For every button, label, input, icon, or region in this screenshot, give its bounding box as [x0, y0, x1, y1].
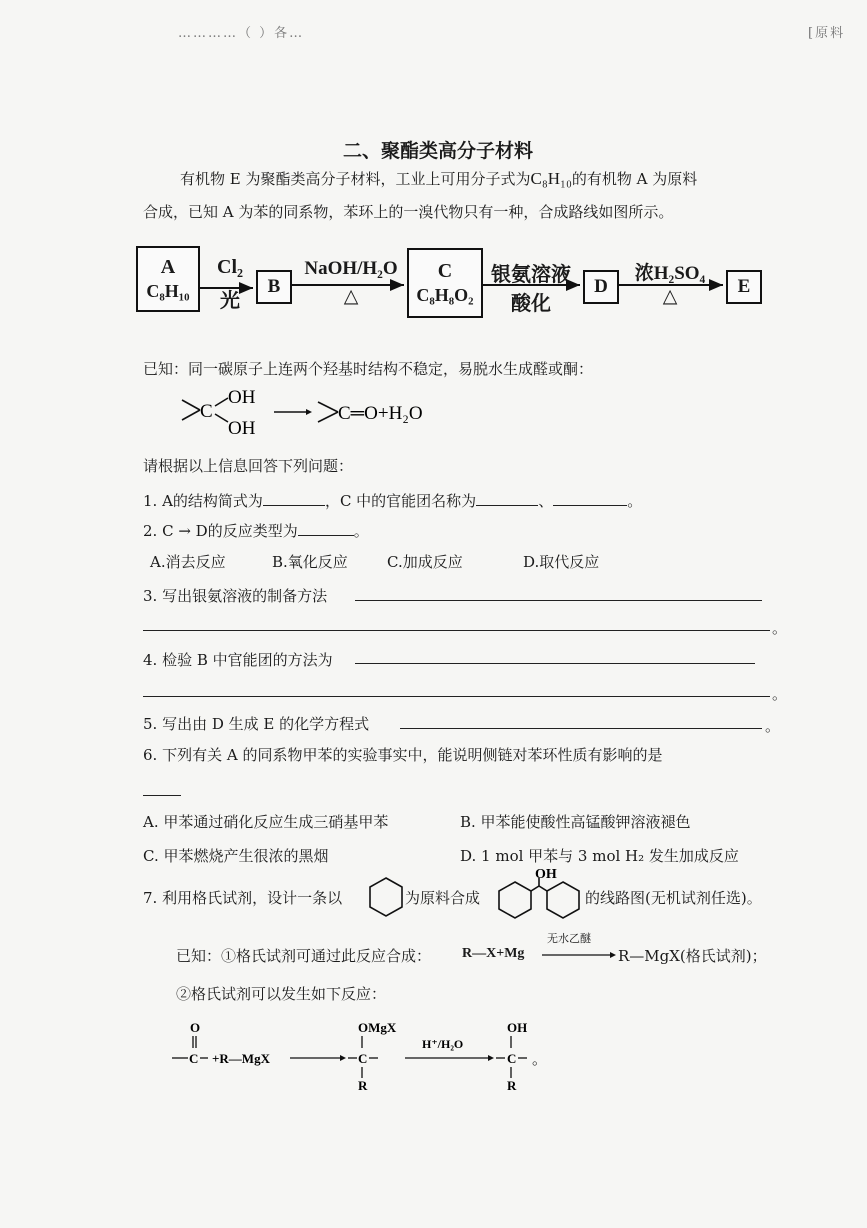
diagram-oh-top: OH — [228, 387, 256, 408]
q6-option-b[interactable]: B. 甲苯能使酸性高锰酸钾溶液褪色 — [460, 813, 691, 831]
grignard-reaction-scheme — [160, 1016, 560, 1096]
diagram-product: C═O+H₂O — [338, 403, 423, 424]
q6-option-a[interactable]: A. 甲苯通过硝化反应生成三硝基甲苯 — [143, 813, 389, 831]
q2-option-a[interactable]: A.消去反应 — [150, 553, 226, 571]
rxn-r2-label: R — [507, 1078, 517, 1093]
header-corner-text: [原料 — [808, 26, 846, 41]
rxn-oh-label: OH — [507, 1020, 528, 1035]
q7-part3: 的线路图(无机试剂任选)。 — [585, 889, 762, 907]
compound-a-name: A — [160, 256, 176, 279]
structure-oh-label: OH — [535, 867, 557, 882]
compound-e-name: E — [737, 276, 751, 298]
compound-a-formula: C₈H₁₀ — [146, 281, 190, 302]
compound-d-name: D — [594, 276, 608, 298]
q6-option-d[interactable]: D. 1 mol 甲苯与 3 mol H₂ 发生加成反应 — [460, 847, 739, 865]
q1-sep: 、 — [538, 492, 554, 510]
step4-reagent: 浓H₂SO₄ — [634, 263, 706, 284]
step4-condition: △ — [662, 286, 678, 307]
q3-end: 。 — [772, 619, 788, 637]
q1-blank-1[interactable] — [263, 491, 325, 506]
rxn-o-label: O — [190, 1020, 201, 1035]
q4-answer-line-1[interactable] — [355, 663, 755, 664]
rxn-c2-label: C — [358, 1051, 368, 1066]
step3-reagent: 银氨溶液 — [491, 262, 571, 286]
q6-answer-blank[interactable] — [143, 795, 181, 796]
step1-reagent: Cl₂ — [217, 256, 243, 278]
cyclohexane-icon — [366, 874, 406, 920]
rxn-r1-label: R — [358, 1078, 368, 1093]
q2-text: C → D的反应类型为 — [162, 522, 298, 540]
q7-known-a-right: R—MgX(格氏试剂)； — [618, 947, 767, 965]
rxn-end: 。 — [532, 1052, 548, 1068]
intro-formula: C₈H₁₀ — [530, 169, 572, 188]
step2-reagent: NaOH/H₂O — [304, 258, 398, 279]
question-5: 5. 写出由 D 生成 E 的化学方程式 — [143, 715, 370, 733]
dehydration-diagram — [170, 378, 470, 442]
step2-condition: △ — [343, 286, 359, 307]
known-1-text: 已知：同一碳原子上连两个羟基时结构不稳定，易脱水生成醛或酮： — [143, 360, 594, 378]
question-1 — [143, 490, 642, 511]
q7-part2: 为原料合成 — [405, 889, 481, 907]
diagram-carbon: C — [200, 401, 213, 422]
q1-blank-2[interactable] — [476, 491, 538, 506]
q4-answer-line-2[interactable] — [143, 696, 770, 697]
q1-part1: A的结构简式为 — [162, 492, 263, 510]
q6-option-c[interactable]: C. 甲苯燃烧产生很浓的黑烟 — [143, 847, 329, 865]
compound-c-name: C — [437, 260, 453, 283]
rxn-condition-label: H⁺/H₂O — [422, 1037, 464, 1051]
q1-part2: ，C 中的官能团名称为 — [324, 492, 477, 510]
q2-option-b[interactable]: B.氧化反应 — [272, 553, 348, 571]
q2-option-d[interactable]: D.取代反应 — [523, 553, 600, 571]
q7-part1: 7. 利用格氏试剂，设计一条以 — [143, 889, 343, 907]
q2-option-c[interactable]: C.加成反应 — [387, 553, 463, 571]
question-3: 3. 写出银氨溶液的制备方法 — [143, 587, 328, 605]
q1-blank-3[interactable] — [553, 491, 627, 506]
route-arrows — [0, 0, 867, 330]
section-title: 二、聚酯类高分子材料 — [343, 140, 534, 162]
q7-known-b: ②格氏试剂可以发生如下反应： — [176, 985, 387, 1003]
q7-known-a-arrow — [540, 950, 620, 960]
q4-end: 。 — [772, 685, 788, 703]
q2-number: 2. — [143, 522, 158, 540]
q2-blank[interactable] — [298, 521, 354, 536]
question-6: 6. 下列有关 A 的同系物甲苯的实验事实中，能说明侧链对苯环性质有影响的是 — [143, 746, 663, 764]
question-4: 4. 检验 B 中官能团的方法为 — [143, 651, 333, 669]
compound-b-name: B — [267, 276, 281, 298]
step1-condition: 光 — [220, 290, 240, 312]
header-smudge-text: …………（ ）各… — [178, 26, 305, 41]
question-2 — [143, 520, 369, 541]
q5-end: 。 — [765, 717, 781, 735]
rxn-reagent-label: +R—MgX — [212, 1051, 270, 1066]
q7-known-a-left: R—X+Mg — [462, 946, 525, 961]
q1-end: 。 — [627, 492, 643, 510]
q5-answer-line[interactable] — [400, 728, 762, 729]
intro-line-2: 合成，已知 A 为苯的同系物，苯环上的一溴代物只有一种，合成路线如图所示。 — [143, 203, 674, 221]
q3-answer-line-1[interactable] — [355, 600, 762, 601]
rxn-c1-label: C — [189, 1051, 199, 1066]
dicyclohexylmethanol-structure — [493, 866, 585, 924]
rxn-omgx-label: OMgX — [358, 1020, 397, 1035]
intro-line1-post: 的有机物 A 为原料 — [571, 170, 698, 188]
question-prompt: 请根据以上信息回答下列问题： — [143, 457, 354, 475]
intro-line1-pre: 有机物 E 为聚酯类高分子材料，工业上可用分子式为 — [180, 170, 531, 188]
q7-known-a-pre: 已知：①格氏试剂可通过此反应合成： — [176, 947, 432, 965]
q7-known-a-condition: 无水乙醚 — [547, 932, 591, 945]
compound-c-formula: C₈H₈O₂ — [416, 285, 474, 306]
rxn-c3-label: C — [507, 1051, 517, 1066]
q3-answer-line-2[interactable] — [143, 630, 770, 631]
diagram-oh-bottom: OH — [228, 418, 256, 439]
q1-number: 1. — [143, 492, 158, 510]
q2-end: 。 — [353, 522, 369, 540]
step3-condition: 酸化 — [511, 291, 551, 315]
